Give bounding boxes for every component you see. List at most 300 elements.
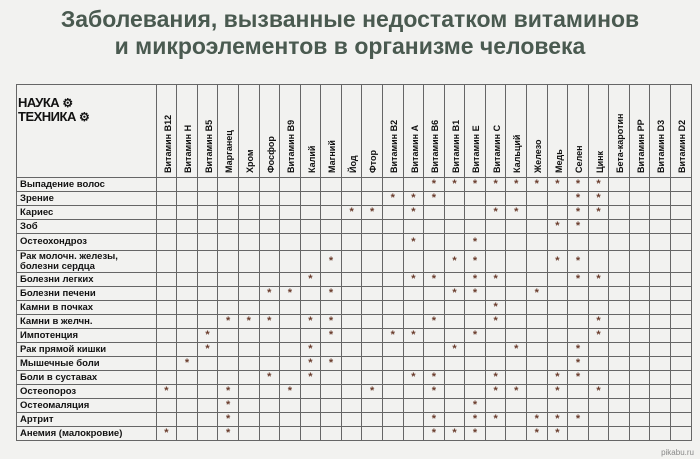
column-header-label: Цинк bbox=[594, 150, 605, 173]
table-cell bbox=[382, 385, 403, 399]
table-cell bbox=[218, 206, 239, 220]
table-cell: * bbox=[527, 287, 548, 301]
table-cell: * bbox=[444, 178, 465, 192]
table-cell bbox=[609, 315, 630, 329]
table-cell: * bbox=[382, 329, 403, 343]
table-cell: * bbox=[485, 301, 506, 315]
table-cell: * bbox=[568, 206, 589, 220]
table-cell bbox=[382, 220, 403, 234]
disease-label: Болезни печени bbox=[17, 287, 157, 301]
table-cell: * bbox=[300, 371, 321, 385]
table-cell bbox=[218, 287, 239, 301]
table-cell bbox=[280, 206, 301, 220]
logo-line-1: НАУКА bbox=[18, 95, 60, 110]
table-cell bbox=[259, 234, 280, 251]
column-header-label: Кальций bbox=[512, 134, 523, 173]
title-line-1: Заболевания, вызванные недостатком витаминов bbox=[60, 6, 640, 32]
table-cell: * bbox=[321, 357, 342, 371]
table-cell: * bbox=[568, 413, 589, 427]
table-cell: * bbox=[444, 427, 465, 441]
table-cell: * bbox=[485, 413, 506, 427]
table-cell bbox=[671, 234, 692, 251]
table-cell bbox=[238, 251, 259, 273]
table-cell bbox=[382, 427, 403, 441]
table-cell bbox=[238, 343, 259, 357]
table-cell bbox=[568, 329, 589, 343]
table-cell bbox=[527, 315, 548, 329]
table-cell bbox=[218, 357, 239, 371]
table-cell bbox=[218, 234, 239, 251]
table-cell bbox=[321, 178, 342, 192]
table-cell bbox=[341, 192, 362, 206]
table-cell bbox=[671, 301, 692, 315]
table-cell: * bbox=[527, 413, 548, 427]
table-cell: * bbox=[424, 371, 445, 385]
table-cell: * bbox=[568, 220, 589, 234]
table-cell bbox=[506, 287, 527, 301]
logo-line-2: ТЕХНИКА bbox=[18, 109, 76, 124]
table-cell bbox=[259, 251, 280, 273]
table-cell bbox=[671, 192, 692, 206]
table-cell bbox=[362, 315, 383, 329]
table-cell bbox=[568, 399, 589, 413]
table-cell bbox=[568, 301, 589, 315]
table-cell bbox=[321, 385, 342, 399]
table-cell bbox=[568, 385, 589, 399]
table-cell: * bbox=[547, 220, 568, 234]
table-cell bbox=[156, 220, 177, 234]
table-cell bbox=[485, 399, 506, 413]
table-cell bbox=[588, 251, 609, 273]
table-cell bbox=[485, 220, 506, 234]
table-cell bbox=[362, 427, 383, 441]
table-row bbox=[17, 343, 692, 357]
table-cell: * bbox=[485, 371, 506, 385]
table-cell bbox=[650, 371, 671, 385]
table-cell bbox=[403, 427, 424, 441]
table-cell bbox=[506, 329, 527, 343]
table-cell bbox=[362, 273, 383, 287]
table-cell bbox=[650, 287, 671, 301]
table-row bbox=[17, 427, 692, 441]
table-cell bbox=[588, 234, 609, 251]
table-cell bbox=[259, 427, 280, 441]
table-cell bbox=[609, 178, 630, 192]
table-cell bbox=[238, 385, 259, 399]
disease-label: Остеопороз bbox=[17, 385, 157, 399]
table-cell bbox=[156, 399, 177, 413]
table-cell: * bbox=[156, 385, 177, 399]
table-cell bbox=[485, 251, 506, 273]
table-cell: * bbox=[527, 178, 548, 192]
table-cell bbox=[321, 413, 342, 427]
table-cell: * bbox=[444, 287, 465, 301]
table-cell bbox=[341, 301, 362, 315]
table-cell bbox=[671, 427, 692, 441]
table-cell bbox=[280, 371, 301, 385]
table-cell: * bbox=[424, 427, 445, 441]
table-cell bbox=[403, 287, 424, 301]
table-cell: * bbox=[465, 399, 486, 413]
table-cell: * bbox=[568, 178, 589, 192]
disease-label: Рак прямой кишки bbox=[17, 343, 157, 357]
table-cell: * bbox=[465, 273, 486, 287]
table-cell bbox=[609, 399, 630, 413]
table-cell bbox=[156, 343, 177, 357]
watermark: pikabu.ru bbox=[661, 448, 694, 457]
table-cell: * bbox=[568, 371, 589, 385]
table-cell: * bbox=[424, 413, 445, 427]
table-cell bbox=[671, 315, 692, 329]
column-header-label: Витамин H bbox=[183, 124, 194, 173]
table-cell bbox=[300, 399, 321, 413]
table-cell bbox=[156, 251, 177, 273]
table-cell bbox=[671, 251, 692, 273]
table-cell bbox=[362, 301, 383, 315]
table-cell bbox=[238, 220, 259, 234]
table-cell bbox=[259, 413, 280, 427]
table-cell bbox=[547, 315, 568, 329]
column-header bbox=[321, 85, 342, 178]
column-header bbox=[506, 85, 527, 178]
table-cell bbox=[300, 287, 321, 301]
table-cell bbox=[629, 427, 650, 441]
table-cell bbox=[300, 427, 321, 441]
table-cell bbox=[259, 273, 280, 287]
table-cell bbox=[197, 399, 218, 413]
table-cell bbox=[650, 399, 671, 413]
table-cell: * bbox=[300, 273, 321, 287]
table-cell bbox=[218, 329, 239, 343]
table-cell bbox=[362, 329, 383, 343]
table-cell bbox=[629, 273, 650, 287]
column-header-label: Фтор bbox=[368, 150, 379, 173]
table-cell bbox=[341, 357, 362, 371]
table-cell bbox=[362, 287, 383, 301]
disease-label: Рак молочн. железы, болезни сердца bbox=[17, 251, 157, 273]
table-cell: * bbox=[197, 343, 218, 357]
table-cell bbox=[424, 287, 445, 301]
table-cell bbox=[218, 273, 239, 287]
table-cell bbox=[609, 371, 630, 385]
title-line-2: и микроэлементов в организме человека bbox=[114, 33, 586, 59]
table-cell bbox=[588, 371, 609, 385]
disease-label: Артрит bbox=[17, 413, 157, 427]
table-cell: * bbox=[259, 315, 280, 329]
column-header-label: Йод bbox=[347, 155, 358, 173]
column-header bbox=[527, 85, 548, 178]
table-cell bbox=[321, 371, 342, 385]
table-cell bbox=[197, 251, 218, 273]
column-header bbox=[609, 85, 630, 178]
table-row bbox=[17, 371, 692, 385]
table-cell: * bbox=[547, 413, 568, 427]
table-row bbox=[17, 178, 692, 192]
table-cell: * bbox=[259, 287, 280, 301]
table-cell: * bbox=[424, 273, 445, 287]
table-cell bbox=[527, 371, 548, 385]
table-cell: * bbox=[568, 192, 589, 206]
table-cell bbox=[609, 234, 630, 251]
table-cell bbox=[177, 343, 198, 357]
table-cell bbox=[465, 343, 486, 357]
table-cell bbox=[156, 301, 177, 315]
table-cell bbox=[362, 192, 383, 206]
table-cell bbox=[650, 413, 671, 427]
column-header bbox=[280, 85, 301, 178]
table-cell bbox=[197, 273, 218, 287]
table-cell bbox=[444, 234, 465, 251]
table-cell: * bbox=[218, 413, 239, 427]
table-cell bbox=[341, 178, 362, 192]
table-cell bbox=[300, 301, 321, 315]
table-cell: * bbox=[506, 206, 527, 220]
table-cell: * bbox=[444, 251, 465, 273]
table-cell bbox=[403, 357, 424, 371]
table-cell bbox=[177, 220, 198, 234]
column-header bbox=[568, 85, 589, 178]
table-cell bbox=[588, 343, 609, 357]
table-cell bbox=[506, 234, 527, 251]
table-cell bbox=[588, 427, 609, 441]
table-cell bbox=[403, 413, 424, 427]
table-cell bbox=[341, 234, 362, 251]
table-cell bbox=[629, 206, 650, 220]
table-cell bbox=[465, 371, 486, 385]
table-cell bbox=[444, 413, 465, 427]
table-cell bbox=[629, 192, 650, 206]
table-cell bbox=[280, 301, 301, 315]
table-cell bbox=[280, 343, 301, 357]
table-cell bbox=[527, 220, 548, 234]
table-cell bbox=[609, 251, 630, 273]
table-cell bbox=[177, 399, 198, 413]
table-cell bbox=[300, 385, 321, 399]
column-header-label: Витамин E bbox=[471, 125, 482, 173]
table-cell bbox=[485, 287, 506, 301]
table-cell bbox=[156, 371, 177, 385]
table-row bbox=[17, 220, 692, 234]
table-cell bbox=[444, 399, 465, 413]
table-cell bbox=[403, 343, 424, 357]
table-cell: * bbox=[362, 206, 383, 220]
column-header bbox=[259, 85, 280, 178]
table-cell bbox=[629, 178, 650, 192]
table-cell bbox=[671, 178, 692, 192]
column-header-label: Витамин A bbox=[409, 124, 420, 173]
table-cell bbox=[650, 251, 671, 273]
table-cell bbox=[424, 206, 445, 220]
table-cell bbox=[609, 413, 630, 427]
table-cell bbox=[403, 178, 424, 192]
table-cell bbox=[527, 192, 548, 206]
table-cell bbox=[671, 343, 692, 357]
table-cell: * bbox=[197, 329, 218, 343]
table-cell: * bbox=[527, 427, 548, 441]
table-cell bbox=[177, 301, 198, 315]
table-cell bbox=[506, 357, 527, 371]
table-cell bbox=[527, 234, 548, 251]
table-cell bbox=[156, 273, 177, 287]
table-cell: * bbox=[568, 343, 589, 357]
table-cell bbox=[259, 357, 280, 371]
table-cell bbox=[671, 413, 692, 427]
table-cell bbox=[444, 357, 465, 371]
column-header bbox=[341, 85, 362, 178]
table-cell: * bbox=[588, 206, 609, 220]
table-cell bbox=[218, 178, 239, 192]
table-cell bbox=[238, 287, 259, 301]
table-cell bbox=[588, 287, 609, 301]
table-cell bbox=[547, 234, 568, 251]
column-header-label: Калий bbox=[306, 145, 317, 173]
table-cell bbox=[650, 357, 671, 371]
table-cell: * bbox=[568, 273, 589, 287]
table-cell bbox=[321, 192, 342, 206]
table-cell bbox=[362, 399, 383, 413]
column-header bbox=[382, 85, 403, 178]
table-cell bbox=[341, 399, 362, 413]
table-cell: * bbox=[588, 329, 609, 343]
column-header-label: Витамин B2 bbox=[388, 119, 399, 173]
table-cell bbox=[403, 315, 424, 329]
table-cell bbox=[650, 343, 671, 357]
column-header bbox=[156, 85, 177, 178]
table-cell bbox=[238, 178, 259, 192]
table-cell bbox=[609, 329, 630, 343]
column-header bbox=[465, 85, 486, 178]
table-cell: * bbox=[485, 385, 506, 399]
disease-label: Анемия (малокровие) bbox=[17, 427, 157, 441]
table-cell bbox=[650, 315, 671, 329]
table-cell bbox=[177, 273, 198, 287]
table-cell: * bbox=[465, 427, 486, 441]
table-cell bbox=[218, 301, 239, 315]
table-cell bbox=[527, 399, 548, 413]
gear-icon: ⚙ bbox=[78, 110, 90, 124]
table-cell bbox=[238, 357, 259, 371]
column-header bbox=[300, 85, 321, 178]
table-cell bbox=[341, 287, 362, 301]
column-header-label: Витамин D2 bbox=[677, 119, 688, 173]
column-header bbox=[238, 85, 259, 178]
table-cell bbox=[609, 287, 630, 301]
table-row bbox=[17, 251, 692, 273]
table-cell bbox=[280, 178, 301, 192]
table-cell bbox=[527, 329, 548, 343]
table-cell: * bbox=[218, 399, 239, 413]
table-cell bbox=[280, 427, 301, 441]
table-cell bbox=[588, 413, 609, 427]
table-cell bbox=[506, 192, 527, 206]
table-cell bbox=[156, 413, 177, 427]
table-cell bbox=[424, 234, 445, 251]
disease-label: Боли в суставах bbox=[17, 371, 157, 385]
table-cell bbox=[629, 357, 650, 371]
table-cell bbox=[403, 399, 424, 413]
table-cell bbox=[177, 385, 198, 399]
table-cell: * bbox=[588, 315, 609, 329]
table-cell bbox=[197, 385, 218, 399]
table-cell bbox=[485, 329, 506, 343]
column-header bbox=[424, 85, 445, 178]
table-cell bbox=[671, 399, 692, 413]
column-header bbox=[547, 85, 568, 178]
table-cell: * bbox=[424, 315, 445, 329]
table-cell bbox=[527, 273, 548, 287]
table-cell bbox=[568, 315, 589, 329]
table-cell: * bbox=[424, 385, 445, 399]
column-header bbox=[197, 85, 218, 178]
table-cell bbox=[444, 273, 465, 287]
table-cell bbox=[238, 329, 259, 343]
table-cell bbox=[609, 385, 630, 399]
table-cell: * bbox=[238, 315, 259, 329]
table-cell bbox=[650, 427, 671, 441]
table-cell: * bbox=[465, 413, 486, 427]
disease-label: Импотенция bbox=[17, 329, 157, 343]
table-cell bbox=[341, 413, 362, 427]
table-cell bbox=[547, 399, 568, 413]
table-cell bbox=[362, 234, 383, 251]
table-cell bbox=[629, 287, 650, 301]
table-cell: * bbox=[300, 357, 321, 371]
column-header-label: Бета-каротин bbox=[615, 113, 626, 173]
table-cell: * bbox=[424, 192, 445, 206]
table-cell bbox=[444, 220, 465, 234]
table-cell bbox=[362, 220, 383, 234]
table-cell bbox=[177, 413, 198, 427]
table-cell bbox=[238, 399, 259, 413]
table-cell bbox=[609, 206, 630, 220]
table-cell: * bbox=[465, 329, 486, 343]
table-cell bbox=[280, 273, 301, 287]
table-cell: * bbox=[382, 192, 403, 206]
table-cell: * bbox=[403, 206, 424, 220]
table-cell bbox=[197, 427, 218, 441]
table-cell: * bbox=[156, 427, 177, 441]
table-cell bbox=[465, 385, 486, 399]
table-cell bbox=[280, 234, 301, 251]
table-cell bbox=[259, 220, 280, 234]
table-cell bbox=[280, 399, 301, 413]
table-cell bbox=[197, 220, 218, 234]
table-cell bbox=[506, 273, 527, 287]
table-cell bbox=[650, 178, 671, 192]
column-header-label: Медь bbox=[553, 149, 564, 173]
disease-label: Болезни легких bbox=[17, 273, 157, 287]
table-cell bbox=[177, 234, 198, 251]
column-header-label: Витамин B9 bbox=[286, 119, 297, 173]
table-cell: * bbox=[300, 343, 321, 357]
table-cell bbox=[527, 343, 548, 357]
table-cell bbox=[650, 273, 671, 287]
table-cell: * bbox=[547, 427, 568, 441]
table-cell bbox=[465, 206, 486, 220]
table-cell bbox=[280, 357, 301, 371]
column-header-label: Магний bbox=[327, 140, 338, 173]
table-cell: * bbox=[568, 357, 589, 371]
table-cell bbox=[341, 427, 362, 441]
table-cell bbox=[362, 343, 383, 357]
table-cell bbox=[382, 206, 403, 220]
table-cell bbox=[218, 343, 239, 357]
table-cell bbox=[238, 371, 259, 385]
table-cell: * bbox=[465, 234, 486, 251]
table-cell bbox=[506, 220, 527, 234]
table-cell bbox=[382, 399, 403, 413]
table-cell bbox=[382, 371, 403, 385]
